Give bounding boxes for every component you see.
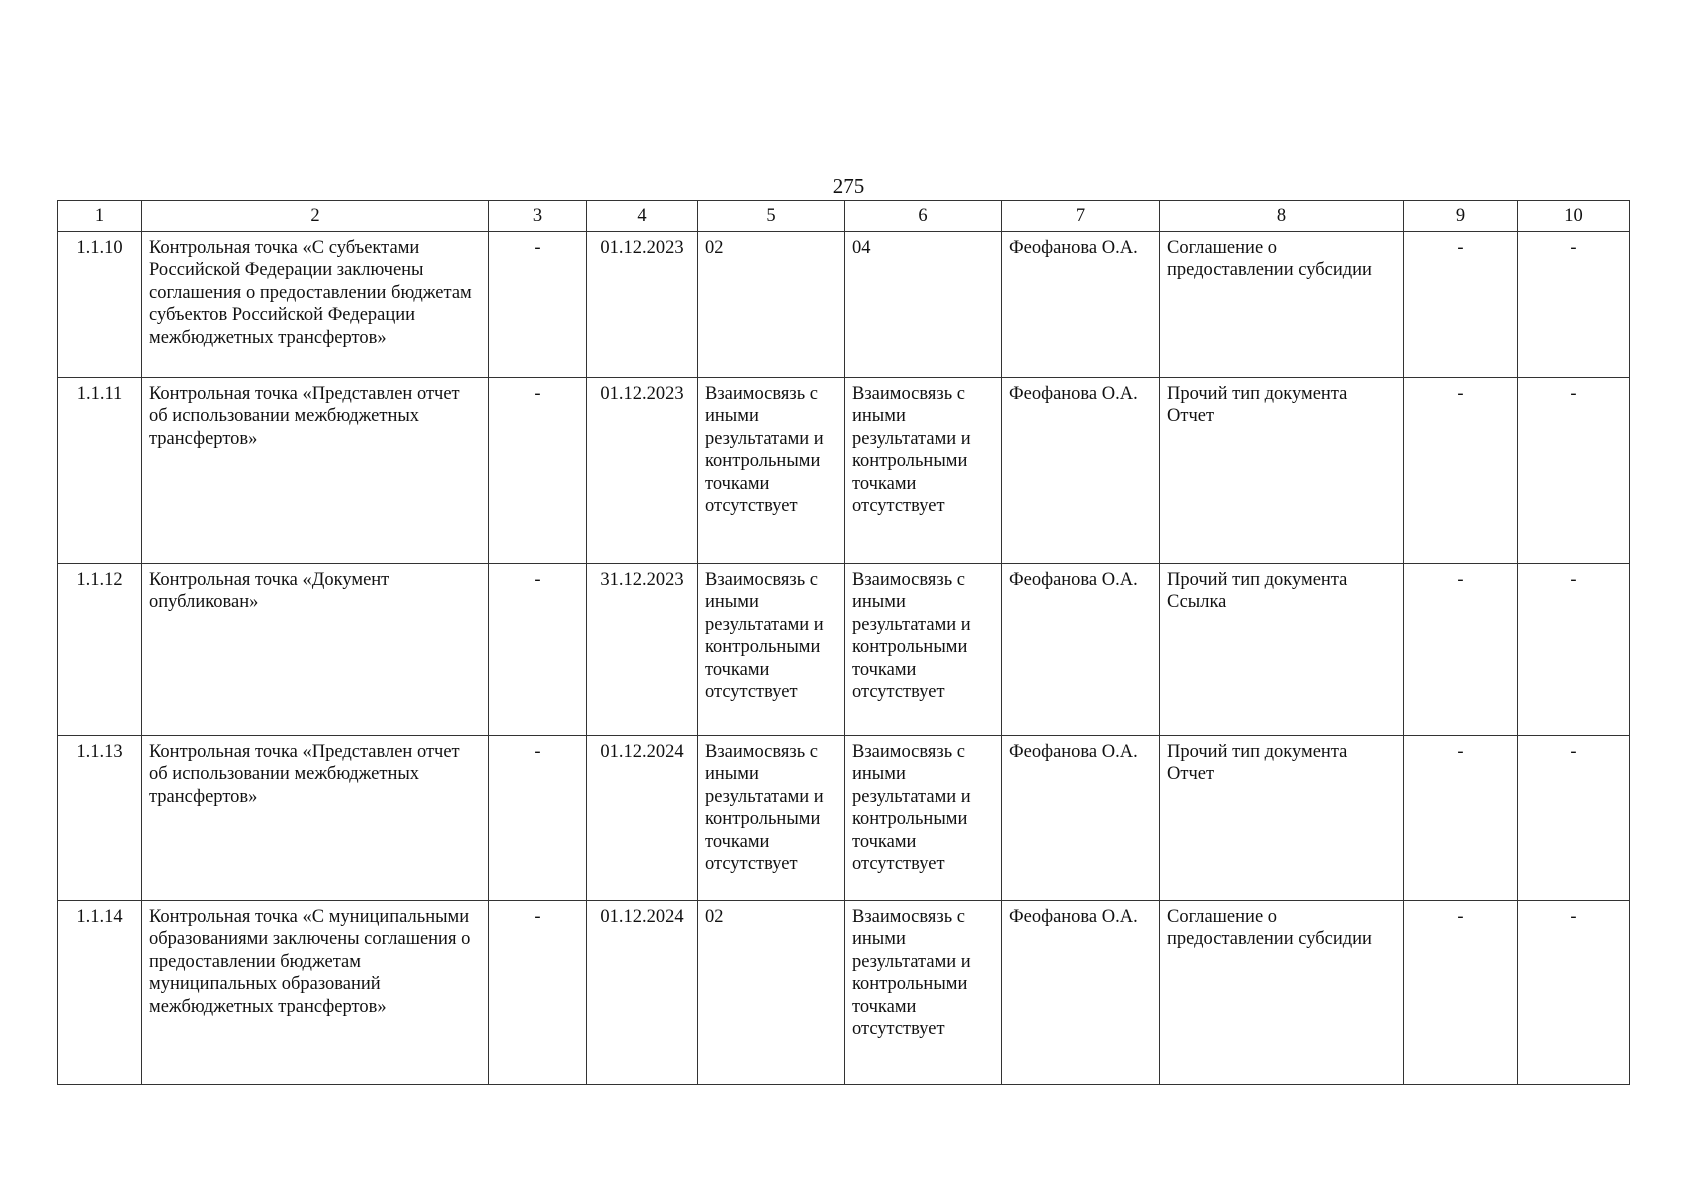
deadline-date: 01.12.2023 bbox=[587, 378, 698, 564]
table-row bbox=[58, 378, 1630, 564]
row-number: 1.1.11 bbox=[58, 378, 142, 564]
document-type: Соглашение о предоставлении субсидии bbox=[1160, 232, 1404, 378]
column-5-value: Взаимосвязь с иными результатами и контрольными точками отсутствует bbox=[698, 378, 845, 564]
deadline-date: 01.12.2023 bbox=[587, 232, 698, 378]
column-3-value: - bbox=[489, 901, 587, 1085]
column-header: 1 bbox=[58, 201, 142, 232]
column-header: 9 bbox=[1404, 201, 1518, 232]
control-points-table bbox=[57, 200, 1630, 1085]
responsible-person: Феофанова О.А. bbox=[1002, 901, 1160, 1085]
document-type: Прочий тип документа Отчет bbox=[1160, 736, 1404, 901]
control-point-title: Контрольная точка «С муниципальными образованиями заключены соглашения о предоставлении бюджетам муниципальных образований межбюджетных трансфертов» bbox=[142, 901, 489, 1085]
responsible-person: Феофанова О.А. bbox=[1002, 232, 1160, 378]
column-9-value: - bbox=[1404, 378, 1518, 564]
column-10-value: - bbox=[1518, 901, 1630, 1085]
column-header: 5 bbox=[698, 201, 845, 232]
column-header: 7 bbox=[1002, 201, 1160, 232]
column-3-value: - bbox=[489, 232, 587, 378]
table-row bbox=[58, 901, 1630, 1085]
column-9-value: - bbox=[1404, 736, 1518, 901]
column-6-value: Взаимосвязь с иными результатами и контрольными точками отсутствует bbox=[845, 901, 1002, 1085]
column-9-value: - bbox=[1404, 232, 1518, 378]
table-row bbox=[58, 736, 1630, 901]
row-number: 1.1.14 bbox=[58, 901, 142, 1085]
column-number-header-row bbox=[58, 201, 1630, 232]
column-3-value: - bbox=[489, 736, 587, 901]
table-row bbox=[58, 564, 1630, 736]
document-type: Прочий тип документа Ссылка bbox=[1160, 564, 1404, 736]
control-point-title: Контрольная точка «Представлен отчет об использовании межбюджетных трансфертов» bbox=[142, 378, 489, 564]
column-6-value: Взаимосвязь с иными результатами и контрольными точками отсутствует bbox=[845, 736, 1002, 901]
column-6-value: Взаимосвязь с иными результатами и контрольными точками отсутствует bbox=[845, 378, 1002, 564]
row-number: 1.1.10 bbox=[58, 232, 142, 378]
column-3-value: - bbox=[489, 564, 587, 736]
column-5-value: Взаимосвязь с иными результатами и контрольными точками отсутствует bbox=[698, 736, 845, 901]
column-5-value: 02 bbox=[698, 232, 845, 378]
control-point-title: Контрольная точка «С субъектами Российской Федерации заключены соглашения о предоставлении бюджетам субъектов Российской Федерации межбюджетных трансфертов» bbox=[142, 232, 489, 378]
column-header: 4 bbox=[587, 201, 698, 232]
column-header: 6 bbox=[845, 201, 1002, 232]
column-6-value: Взаимосвязь с иными результатами и контрольными точками отсутствует bbox=[845, 564, 1002, 736]
column-10-value: - bbox=[1518, 736, 1630, 901]
column-10-value: - bbox=[1518, 232, 1630, 378]
column-10-value: - bbox=[1518, 564, 1630, 736]
column-9-value: - bbox=[1404, 901, 1518, 1085]
column-5-value: Взаимосвязь с иными результатами и контрольными точками отсутствует bbox=[698, 564, 845, 736]
responsible-person: Феофанова О.А. bbox=[1002, 736, 1160, 901]
column-header: 10 bbox=[1518, 201, 1630, 232]
column-header: 8 bbox=[1160, 201, 1404, 232]
page-number: 275 bbox=[832, 174, 865, 198]
column-6-value: 04 bbox=[845, 232, 1002, 378]
table-row bbox=[58, 232, 1630, 378]
column-5-value: 02 bbox=[698, 901, 845, 1085]
deadline-date: 31.12.2023 bbox=[587, 564, 698, 736]
control-point-title: Контрольная точка «Документ опубликован» bbox=[142, 564, 489, 736]
row-number: 1.1.12 bbox=[58, 564, 142, 736]
column-9-value: - bbox=[1404, 564, 1518, 736]
responsible-person: Феофанова О.А. bbox=[1002, 564, 1160, 736]
responsible-person: Феофанова О.А. bbox=[1002, 378, 1160, 564]
control-point-title: Контрольная точка «Представлен отчет об использовании межбюджетных трансфертов» bbox=[142, 736, 489, 901]
document-type: Прочий тип документа Отчет bbox=[1160, 378, 1404, 564]
column-header: 2 bbox=[142, 201, 489, 232]
deadline-date: 01.12.2024 bbox=[587, 901, 698, 1085]
column-3-value: - bbox=[489, 378, 587, 564]
document-type: Соглашение о предоставлении субсидии bbox=[1160, 901, 1404, 1085]
deadline-date: 01.12.2024 bbox=[587, 736, 698, 901]
column-header: 3 bbox=[489, 201, 587, 232]
column-10-value: - bbox=[1518, 378, 1630, 564]
row-number: 1.1.13 bbox=[58, 736, 142, 901]
